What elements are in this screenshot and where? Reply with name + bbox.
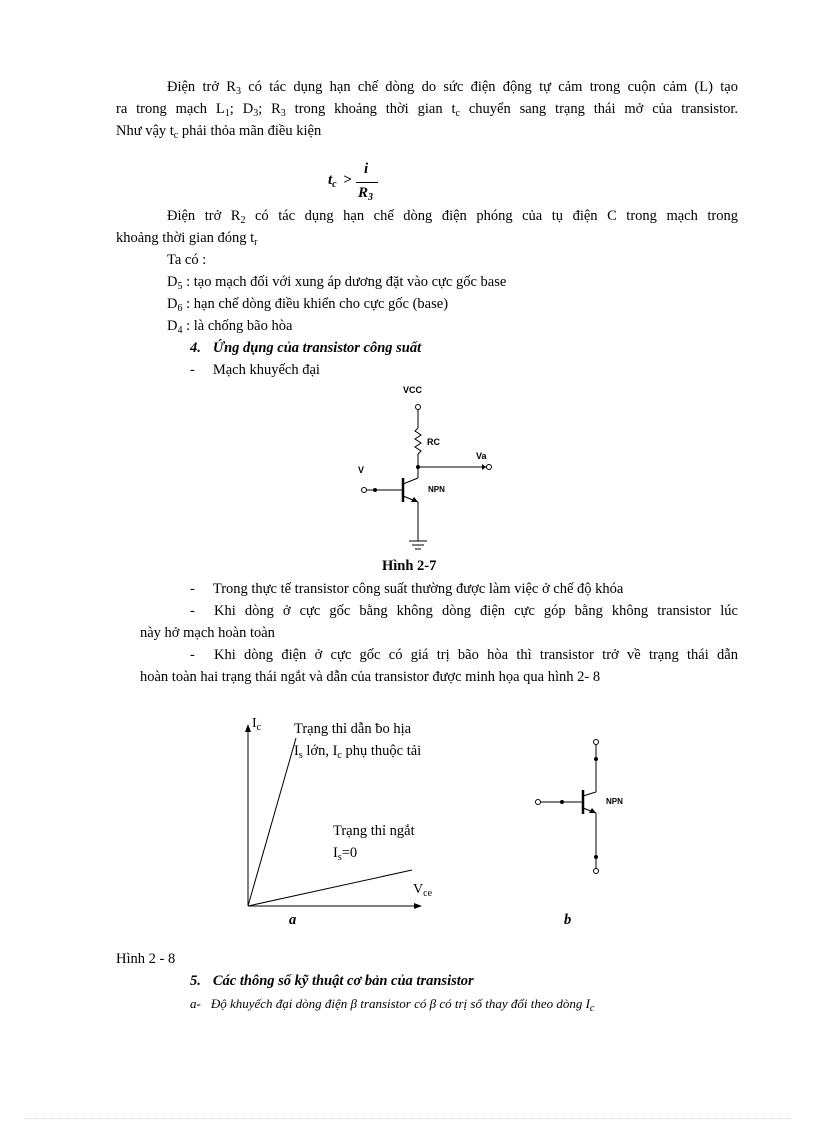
- d5-line: $D_5$ : tạo mạch đối với xung áp dương đặt vào cực gốc base: [167, 274, 507, 292]
- vout-label: Va: [476, 451, 487, 461]
- x-axis-arrow: [414, 903, 422, 909]
- bullet-1: - Trong thực tế transistor công suất thường được làm việc ở chế độ khóa: [190, 581, 624, 597]
- d4-line: $D_4$ : là chống bão hòa: [167, 318, 293, 336]
- emitter-node: [594, 855, 598, 859]
- figure-2-8a-label: a: [289, 912, 297, 928]
- bullet-3-dash: -: [190, 647, 195, 663]
- page-bottom-rule: [24, 1118, 792, 1119]
- rc-label: RC: [427, 437, 440, 447]
- vin-label: V: [358, 465, 365, 475]
- vcc-label: VCC: [403, 385, 423, 395]
- formula-fraction-bar: [356, 182, 378, 183]
- output-arrow: [482, 464, 486, 470]
- vce-axis-label: $V_{ce}$: [413, 882, 433, 899]
- collector-terminal: [594, 740, 599, 745]
- input-node: [373, 488, 377, 492]
- base-node: [560, 800, 564, 804]
- section-5-heading: 5. Các thông số kỹ thuật cơ bản của transistor: [190, 973, 474, 989]
- para1-line3: Như vậy $t_c$ phải thỏa mãn điều kiện: [116, 123, 322, 141]
- y-axis-arrow: [245, 724, 251, 732]
- cutoff-line: [248, 870, 412, 906]
- ic-axis-label: $I_c$: [252, 716, 262, 733]
- figure-2-7-caption: Hình 2-7: [382, 558, 437, 574]
- section-5a-line: a- Độ khuyếch đại dòng điện β transistor có β có trị số thay đổi theo dòng $I_c$: [190, 996, 595, 1014]
- amp-bullet: - Mạch khuyếch đại: [190, 362, 320, 378]
- section-4-heading: 4. Ứng dụng của transistor công suất: [190, 340, 422, 356]
- collector-lead: [403, 478, 418, 484]
- vcc-terminal: [416, 405, 421, 410]
- bullet-2-line1: Khi dòng ở cực gốc bằng không dòng điện cực góp bằng không transistor lúc: [214, 603, 738, 619]
- figure-2-8b-circuit: [520, 735, 640, 880]
- output-terminal: [487, 465, 492, 470]
- ta-co-line: Ta có :: [167, 252, 207, 268]
- npn-label: NPN: [606, 797, 623, 806]
- bullet-3-line2: hoàn toàn hai trạng thái ngắt và dẫn của transistor được minh họa qua hình 2- 8: [140, 669, 601, 685]
- collector-node: [594, 757, 598, 761]
- bullet-3-line1: Khi dòng điện ở cực gốc có giá trị bão hòa thì transistor trở về trạng thái dẫn: [214, 647, 738, 663]
- saturation-line: [248, 738, 296, 906]
- d6-line: $D_6$ : hạn chế dòng điều khiển cho cực gốc (base): [167, 296, 449, 314]
- bullet-2-line2: này hở mạch hoàn toàn: [140, 625, 275, 641]
- saturation-label-1: Trạng thỉ dẫn ƀo hịa: [294, 721, 412, 737]
- formula-denominator: $R_3$: [358, 185, 374, 203]
- formula-numerator: i: [364, 161, 369, 177]
- input-terminal: [536, 800, 541, 805]
- cutoff-label-2: $I_s=0$: [333, 845, 358, 863]
- formula-lhs: $t_c$ >: [328, 172, 352, 190]
- cutoff-label-1: Trạng thỉ ngắt: [333, 823, 415, 839]
- bullet-2-dash: -: [190, 603, 195, 619]
- para2-line2: khoảng thời gian đóng $t_r$: [116, 230, 258, 248]
- input-terminal: [362, 488, 367, 493]
- rc-resistor: [415, 428, 421, 454]
- para2-line1: Điện trở $R_2$ có tác dụng hạn chế dòng điện phóng của tụ điện C trong mạch trong: [167, 208, 738, 226]
- figure-2-7-circuit: [340, 378, 510, 558]
- para1-line1: Điện trở $R_3$ có tác dụng hạn chế dòng do sức điện động tự cảm trong cuộn cảm (L) tạo: [167, 79, 738, 97]
- figure-2-8b-label: b: [564, 912, 572, 928]
- collector-lead: [583, 792, 596, 796]
- npn-label: NPN: [428, 485, 445, 494]
- saturation-label-2: $I_s$ lớn, $I_c$ phụ thuộc tải: [294, 743, 422, 761]
- emitter-terminal: [594, 869, 599, 874]
- para1-line2: ra trong mạch $L_1$; $D_3$; $R_3$ trong khoảng thời gian $t_c$ chuyển sang trạng thái mở của transistor.: [116, 101, 738, 119]
- figure-2-8-caption: Hình 2 - 8: [116, 951, 176, 967]
